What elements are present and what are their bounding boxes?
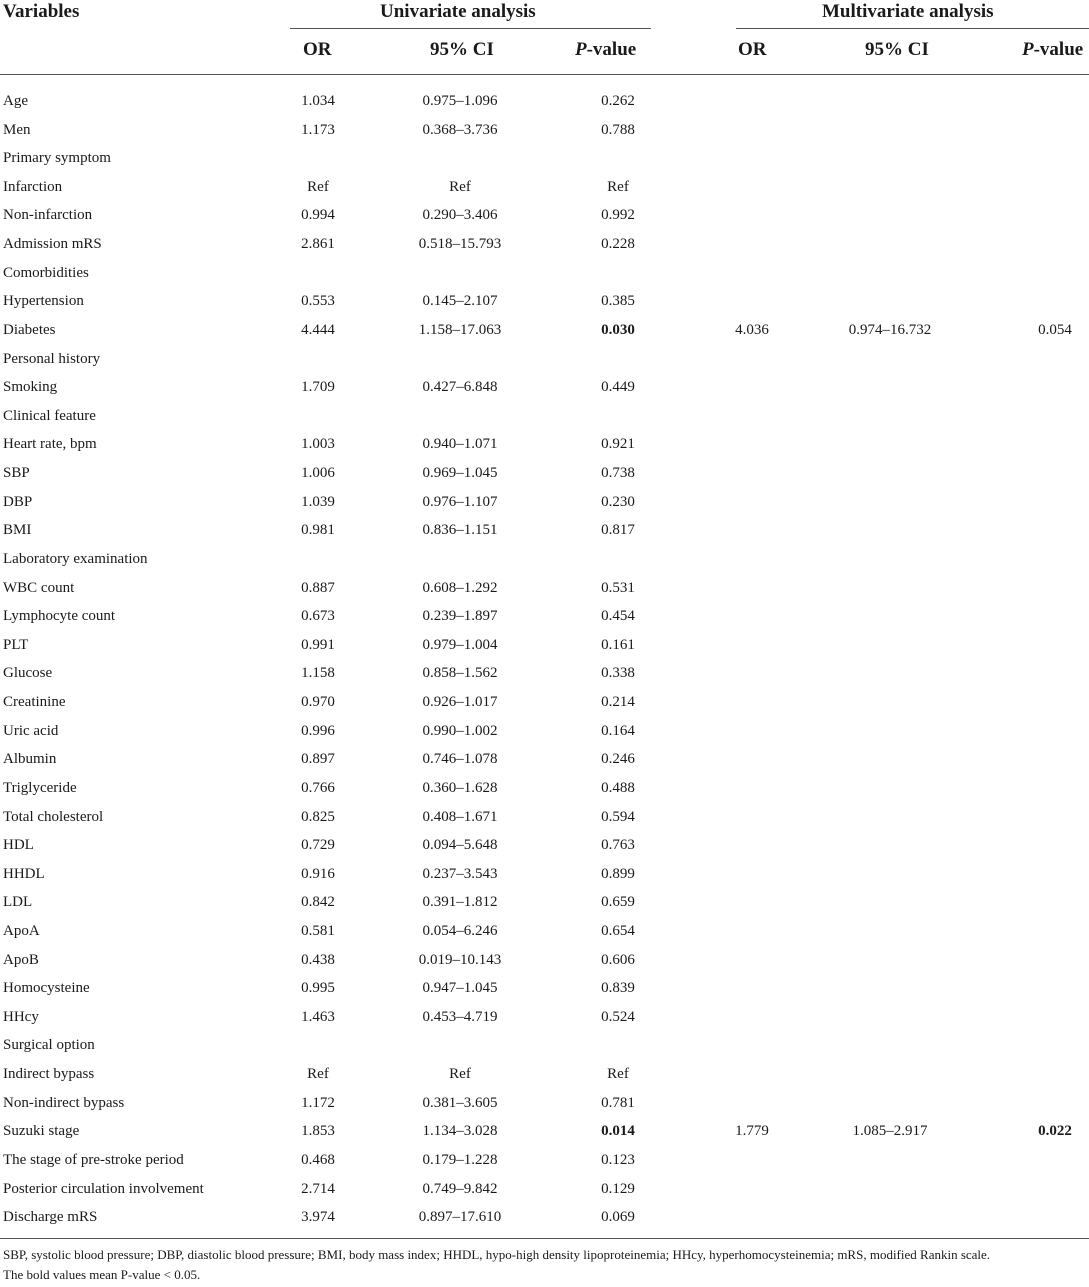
- p-value-cell: 0.214: [601, 694, 635, 711]
- or-cell: 0.581: [301, 922, 335, 939]
- ci-cell: 0.975–1.096: [422, 93, 498, 109]
- or-cell: 0.887: [301, 579, 335, 596]
- or-cell: 0.842: [301, 894, 335, 911]
- or-cell: 0.766: [301, 779, 335, 796]
- p-value-cell: 0.921: [601, 436, 635, 453]
- or-cell: 2.714: [301, 1180, 335, 1197]
- p-value-cell: 0.014: [601, 1123, 635, 1140]
- ci-cell: 0.836–1.151: [422, 522, 498, 539]
- ci-cell: 0.427–6.848: [422, 379, 498, 396]
- variable-cell: Age: [3, 93, 28, 109]
- ci-cell: 0.979–1.004: [422, 636, 498, 653]
- table-row: [0, 1117, 1089, 1145]
- variable-cell: Clinical feature: [3, 407, 96, 424]
- p-value-cell: 0.524: [601, 1008, 635, 1025]
- variable-cell: Indirect bypass: [3, 1066, 95, 1083]
- table-row: [0, 688, 1089, 716]
- p-value-cell: 0.594: [601, 808, 635, 825]
- header-multivariate: Multivariate analysis: [822, 1, 994, 22]
- variable-cell: WBC count: [3, 579, 75, 596]
- ci-cell: 0.518–15.793: [418, 236, 502, 253]
- p-value-cell: Ref: [607, 1066, 629, 1083]
- variable-cell: DBP: [3, 493, 33, 510]
- table-row: [0, 87, 1089, 115]
- or-cell: 1.172: [301, 1094, 335, 1111]
- p-rest: -value: [1033, 39, 1084, 60]
- variable-cell: Hypertension: [3, 293, 84, 310]
- footnote-abbreviations: SBP, systolic blood pressure; DBP, diastolic blood pressure; BMI, body mass index; HHDL, hypo-high density lipoproteinemia; HHcy, hyperhomocysteinemia; mRS, modified Rankin scale.: [3, 1247, 991, 1262]
- p-value-cell: 0.228: [601, 236, 635, 253]
- ci-cell: 0.145–2.107: [422, 293, 498, 310]
- variable-cell: ApoA: [3, 922, 40, 939]
- variable-cell: Personal history: [3, 350, 101, 367]
- ci-cell: 0.453–4.719: [422, 1008, 498, 1025]
- variable-cell: Homocysteine: [3, 980, 90, 997]
- table-row: [0, 516, 1089, 544]
- p-value-cell: 0.606: [601, 951, 635, 968]
- p-value-cell: 0.817: [601, 522, 635, 539]
- multi-p-value-cell: 0.054: [1038, 321, 1072, 338]
- variable-cell: Albumin: [3, 751, 57, 768]
- or-cell: Ref: [307, 1066, 329, 1083]
- multi-ci-cell: 0.974–16.732: [848, 321, 932, 338]
- table-row: [0, 316, 1089, 344]
- variable-cell: Admission mRS: [3, 236, 102, 253]
- ci-cell: 0.290–3.406: [422, 207, 498, 224]
- ci-cell: 0.976–1.107: [422, 493, 498, 510]
- variable-cell: HDL: [3, 837, 34, 854]
- variable-cell: Posterior circulation involvement: [3, 1180, 204, 1197]
- or-cell: 0.970: [301, 694, 335, 711]
- or-cell: 0.897: [301, 751, 335, 768]
- p-value-cell: 0.992: [601, 207, 635, 224]
- or-cell: 0.673: [301, 608, 335, 625]
- multi-ci-cell: 1.085–2.917: [852, 1123, 928, 1140]
- table-row: [0, 888, 1089, 916]
- p-value-cell: Ref: [607, 178, 629, 195]
- ci-cell: 0.368–3.736: [422, 121, 498, 138]
- p-value-cell: 0.449: [601, 379, 635, 396]
- p-value-cell: 0.788: [601, 121, 635, 138]
- or-cell: 1.034: [301, 93, 335, 109]
- variable-cell: Lymphocyte count: [3, 608, 116, 625]
- subheader-ci-uni: 95% CI: [430, 39, 494, 60]
- or-cell: 4.444: [301, 321, 335, 338]
- p-value-cell: 0.454: [601, 608, 635, 625]
- table-row: [0, 1089, 1089, 1117]
- p-value-cell: 0.129: [601, 1180, 635, 1197]
- footnote-bold-note: The bold values mean P-value < 0.05.: [3, 1267, 201, 1282]
- p-value-cell: 0.488: [601, 779, 635, 796]
- table-row: [0, 774, 1089, 802]
- variable-cell: SBP: [3, 465, 30, 482]
- table-row: [0, 345, 1089, 373]
- p-value-cell: 0.164: [601, 722, 635, 739]
- variable-cell: Primary symptom: [3, 150, 111, 167]
- table-row: [0, 459, 1089, 487]
- variable-cell: Uric acid: [3, 722, 59, 739]
- table-row: [0, 659, 1089, 687]
- or-cell: 0.468: [301, 1151, 335, 1168]
- variable-cell: The stage of pre-stroke period: [3, 1151, 184, 1168]
- table-row: [0, 430, 1089, 458]
- p-value-cell: 0.030: [601, 321, 635, 338]
- variable-cell: Suzuki stage: [3, 1123, 80, 1140]
- table-row: [0, 116, 1089, 144]
- variable-cell: Comorbidities: [3, 264, 89, 281]
- variable-cell: Men: [3, 121, 31, 138]
- ci-cell: 0.019–10.143: [418, 951, 502, 968]
- or-cell: 1.853: [301, 1123, 335, 1140]
- p-value-cell: 0.262: [601, 93, 635, 109]
- or-cell: 0.916: [301, 865, 335, 882]
- table-row: [0, 831, 1089, 859]
- or-cell: 1.158: [301, 665, 335, 682]
- table-row: [0, 144, 1089, 172]
- subheader-ci-multi: 95% CI: [865, 39, 929, 60]
- table-row: [0, 917, 1089, 945]
- table-row: [0, 488, 1089, 516]
- ci-cell: 0.969–1.045: [422, 465, 498, 482]
- table-row: [0, 201, 1089, 229]
- or-cell: 0.825: [301, 808, 335, 825]
- or-cell: 1.006: [301, 465, 335, 482]
- ci-cell: 0.947–1.045: [422, 980, 498, 997]
- variable-cell: Total cholesterol: [3, 808, 104, 825]
- or-cell: 1.463: [301, 1008, 335, 1025]
- variable-cell: Infarction: [3, 178, 63, 195]
- multi-or-cell: 4.036: [735, 321, 769, 338]
- table-row: [0, 230, 1089, 258]
- table-row: [0, 1003, 1089, 1031]
- ci-cell: Ref: [449, 1066, 471, 1083]
- table-row: [0, 287, 1089, 315]
- variable-cell: Heart rate, bpm: [3, 436, 97, 453]
- variable-cell: HHDL: [3, 865, 45, 882]
- table-row: [0, 1060, 1089, 1088]
- variable-cell: Discharge mRS: [3, 1209, 98, 1226]
- p-value-cell: 0.161: [601, 636, 635, 653]
- variable-cell: Non-infarction: [3, 207, 93, 224]
- table-row: [0, 946, 1089, 974]
- or-cell: 0.995: [301, 980, 335, 997]
- p-value-cell: 0.385: [601, 293, 635, 310]
- p-value-cell: 0.738: [601, 465, 635, 482]
- variable-cell: LDL: [3, 894, 33, 911]
- table-row: [0, 974, 1089, 1002]
- ci-cell: 0.408–1.671: [422, 808, 498, 825]
- variable-cell: Glucose: [3, 665, 53, 682]
- header-variables: Variables: [3, 1, 80, 22]
- ci-cell: 0.749–9.842: [422, 1180, 498, 1197]
- subheader-or-uni: OR: [303, 39, 332, 60]
- multi-p-value-cell: 0.022: [1038, 1123, 1072, 1140]
- table-row: [0, 631, 1089, 659]
- ci-cell: 0.381–3.605: [422, 1094, 498, 1111]
- p-value-cell: 0.839: [601, 980, 635, 997]
- or-cell: 1.039: [301, 493, 335, 510]
- ci-cell: Ref: [449, 178, 471, 195]
- ci-cell: 0.391–1.812: [422, 894, 498, 911]
- variable-cell: Triglyceride: [3, 779, 77, 796]
- ci-cell: 1.134–3.028: [422, 1123, 498, 1140]
- or-cell: 0.994: [301, 207, 335, 224]
- or-cell: 0.981: [301, 522, 335, 539]
- variable-cell: Creatinine: [3, 694, 66, 711]
- variable-cell: HHcy: [3, 1008, 39, 1025]
- ci-cell: 1.158–17.063: [418, 321, 502, 338]
- p-italic: P: [1022, 39, 1034, 60]
- ci-cell: 0.094–5.648: [422, 837, 498, 854]
- p-italic: P: [575, 39, 587, 60]
- or-cell: 0.729: [301, 837, 335, 854]
- ci-cell: 0.237–3.543: [422, 865, 498, 882]
- ci-cell: 0.054–6.246: [422, 922, 498, 939]
- or-cell: 2.861: [301, 236, 335, 253]
- or-cell: 1.003: [301, 436, 335, 453]
- table-row: [0, 1203, 1089, 1231]
- or-cell: 0.438: [301, 951, 335, 968]
- or-cell: 0.991: [301, 636, 335, 653]
- p-value-cell: 0.069: [601, 1209, 635, 1226]
- variable-cell: BMI: [3, 522, 32, 539]
- or-cell: 1.173: [301, 121, 335, 138]
- table-row: [0, 402, 1089, 430]
- or-cell: 3.974: [301, 1209, 335, 1226]
- table-row: [0, 602, 1089, 630]
- table-row: [0, 373, 1089, 401]
- variable-cell: Diabetes: [3, 321, 56, 338]
- table-row: [0, 545, 1089, 573]
- p-value-cell: 0.246: [601, 751, 635, 768]
- p-value-cell: 0.531: [601, 579, 635, 596]
- ci-cell: 0.360–1.628: [422, 779, 498, 796]
- variable-cell: ApoB: [3, 951, 39, 968]
- p-value-cell: 0.123: [601, 1151, 635, 1168]
- ci-cell: 0.990–1.002: [422, 722, 498, 739]
- ci-cell: 0.897–17.610: [418, 1209, 502, 1226]
- or-cell: 1.709: [301, 379, 335, 396]
- multi-or-cell: 1.779: [735, 1123, 769, 1140]
- or-cell: Ref: [307, 178, 329, 195]
- or-cell: 0.996: [301, 722, 335, 739]
- table-row: [0, 574, 1089, 602]
- p-value-cell: 0.781: [601, 1094, 635, 1111]
- subheader-or-multi: OR: [738, 39, 767, 60]
- ci-cell: 0.239–1.897: [422, 608, 498, 625]
- header-univariate: Univariate analysis: [380, 1, 536, 22]
- variable-cell: Surgical option: [3, 1037, 95, 1054]
- table-row: [0, 1146, 1089, 1174]
- ci-cell: 0.746–1.078: [422, 751, 498, 768]
- p-value-cell: 0.654: [601, 922, 635, 939]
- or-cell: 0.553: [301, 293, 335, 310]
- p-value-cell: 0.659: [601, 894, 635, 911]
- table-row: [0, 259, 1089, 287]
- p-rest: -value: [586, 39, 637, 60]
- p-value-cell: 0.899: [601, 865, 635, 882]
- variable-cell: Non-indirect bypass: [3, 1094, 125, 1111]
- ci-cell: 0.858–1.562: [422, 665, 498, 682]
- table-row: [0, 803, 1089, 831]
- table-row: [0, 1031, 1089, 1059]
- ci-cell: 0.940–1.071: [422, 436, 498, 453]
- ci-cell: 0.926–1.017: [422, 694, 498, 711]
- variable-cell: Smoking: [3, 379, 58, 396]
- p-value-cell: 0.763: [601, 837, 635, 854]
- ci-cell: 0.179–1.228: [422, 1151, 498, 1168]
- variable-cell: Laboratory examination: [3, 550, 148, 567]
- table-row: [0, 717, 1089, 745]
- table-row: [0, 1175, 1089, 1203]
- variable-cell: PLT: [3, 636, 29, 653]
- table-row: [0, 173, 1089, 201]
- table-row: [0, 745, 1089, 773]
- ci-cell: 0.608–1.292: [422, 579, 498, 596]
- table-row: [0, 860, 1089, 888]
- p-value-cell: 0.230: [601, 493, 635, 510]
- rule-table-bottom: [0, 1238, 1089, 1239]
- p-value-cell: 0.338: [601, 665, 635, 682]
